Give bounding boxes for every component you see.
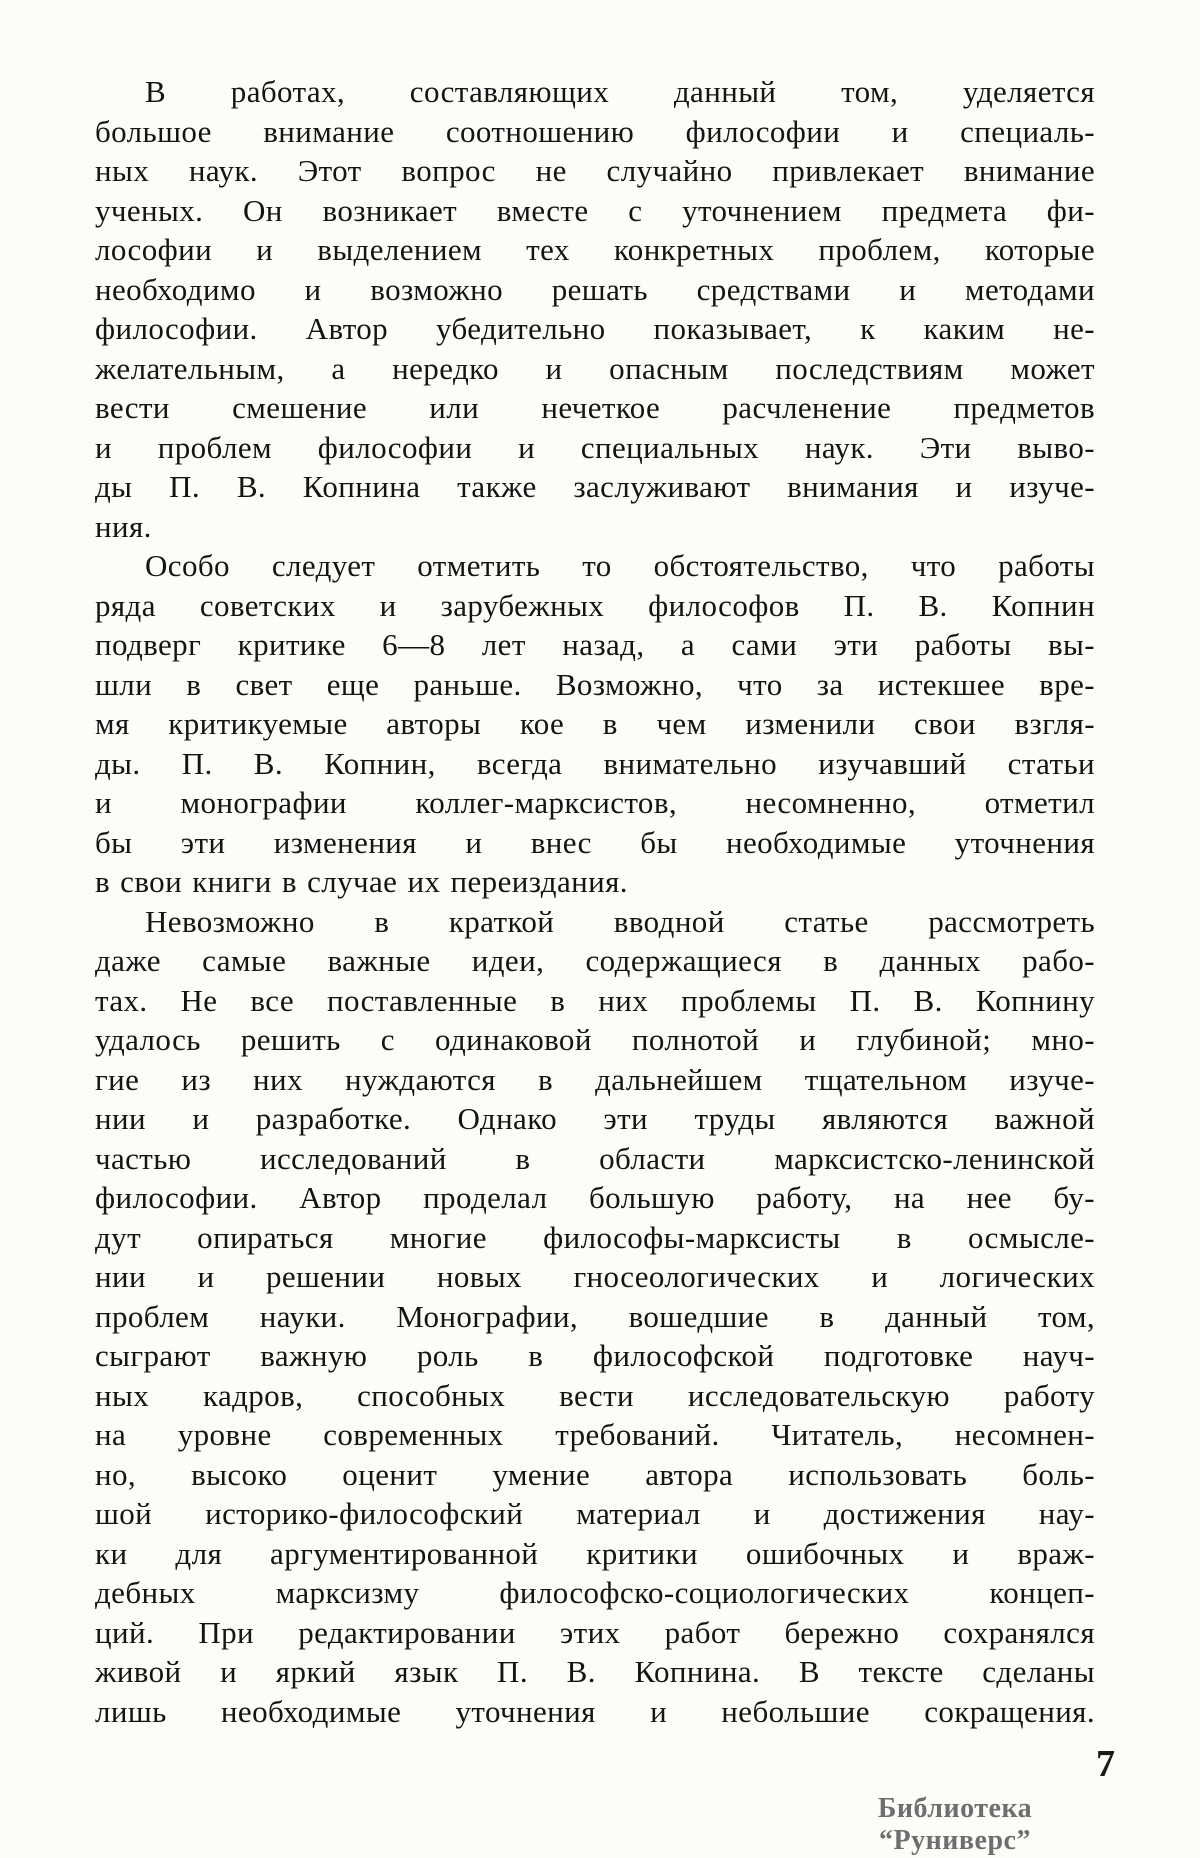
text-line: и проблем философии и специальных наук. Эти выво- — [95, 429, 1095, 465]
body-text — [95, 72, 1095, 1731]
text-line: мя критикуемые авторы кое в чем изменили свои взгля- — [95, 706, 1095, 741]
text-line: ки для аргументированной критики ошибочных и враж- — [95, 1535, 1095, 1571]
text-line: необходимо и возможно решать средствами и методами — [95, 271, 1095, 307]
text-line: В работах, составляющих данный том, уделяется — [145, 74, 1095, 109]
text-line: ды. П. В. Копнин, всегда внимательно изучавший статьи — [95, 745, 1095, 781]
text-line: ряда советских и зарубежных философов П. В. Копнин — [95, 587, 1095, 623]
text-line: но, высоко оценит умение автора использовать боль- — [95, 1456, 1095, 1492]
text-line: вести смешение или нечеткое расчленение предметов — [95, 390, 1095, 425]
text-line: дебных марксизму философско-социологических концеп- — [95, 1575, 1095, 1610]
text-line: шой историко-философский материал и достижения нау- — [95, 1496, 1095, 1531]
text-line: ния. — [95, 508, 152, 544]
text-line: в свои книги в случае их переиздания. — [95, 864, 628, 899]
text-line: лософии и выделением тех конкретных проблем, которые — [95, 232, 1095, 267]
text-line: нии и разработке. Однако эти труды являются важной — [95, 1101, 1095, 1136]
text-line: и монографии коллег-марксистов, несомненно, отметил — [95, 785, 1095, 820]
text-line: философии. Автор проделал большую работу, на нее бу- — [95, 1180, 1095, 1215]
text-line: философии. Автор убедительно показывает, к каким не- — [95, 311, 1095, 346]
text-line: частью исследований в области марксистско-ленинской — [95, 1140, 1095, 1176]
text-line: лишь необходимые уточнения и небольшие сокращения. — [95, 1693, 1095, 1729]
text-line: ных кадров, способных вести исследовательскую работу — [95, 1377, 1095, 1413]
text-line: большое внимание соотношению философии и специаль- — [95, 113, 1095, 149]
text-line: тах. Не все поставленные в них проблемы П. В. Копнину — [95, 982, 1095, 1018]
text-line: Особо следует отметить то обстоятельство, что работы — [145, 548, 1095, 583]
text-line: ды П. В. Копнина также заслуживают внимания и изуче- — [95, 469, 1095, 504]
text-line: ций. При редактировании этих работ бережно сохранялся — [95, 1614, 1095, 1650]
text-line: ученых. Он возникает вместе с уточнением предмета фи- — [95, 192, 1095, 228]
text-line: на уровне современных требований. Читатель, несомнен- — [95, 1417, 1095, 1452]
text-line: шли в свет еще раньше. Возможно, что за истекшее вре- — [95, 666, 1095, 702]
text-line: нии и решении новых гносеологических и логических — [95, 1259, 1095, 1294]
library-watermark: Библиотека “Руниверс” — [877, 1793, 1033, 1856]
text-line: даже самые важные идеи, содержащиеся в данных рабо- — [95, 943, 1095, 978]
text-line: сыграют важную роль в философской подготовке науч- — [95, 1338, 1095, 1373]
text-line: удалось решить с одинаковой полнотой и глубиной; мно- — [95, 1022, 1095, 1057]
text-line: гие из них нуждаются в дальнейшем тщательном изуче- — [95, 1061, 1095, 1097]
text-line: ных наук. Этот вопрос не случайно привлекает внимание — [95, 153, 1095, 188]
page-number: 7 — [1096, 1743, 1115, 1785]
text-line: желательным, а нередко и опасным последствиям может — [95, 350, 1095, 386]
text-line: бы эти изменения и внес бы необходимые уточнения — [95, 824, 1095, 860]
text-line: дут опираться многие философы-марксисты в осмысле- — [95, 1219, 1095, 1255]
text-line: Невозможно в краткой вводной статье рассмотреть — [145, 903, 1095, 939]
text-line: подверг критике 6—8 лет назад, а сами эти работы вы- — [95, 627, 1095, 662]
text-line: живой и яркий язык П. В. Копнина. В тексте сделаны — [95, 1654, 1095, 1689]
text-line: проблем науки. Монографии, вошедшие в данный том, — [95, 1298, 1095, 1334]
